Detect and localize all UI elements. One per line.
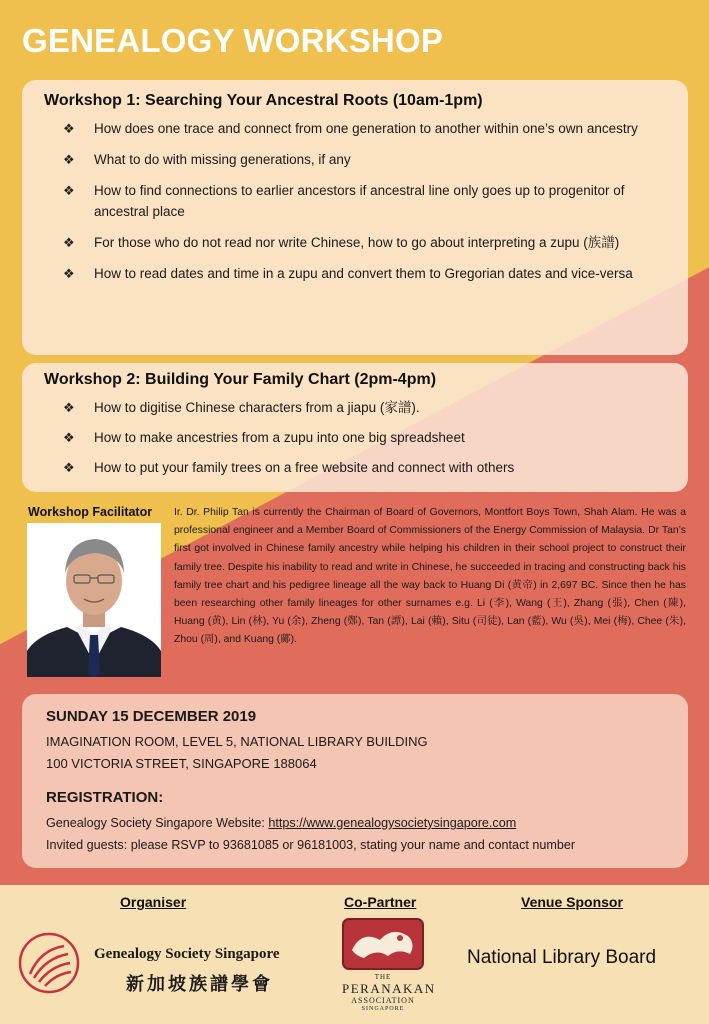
copartner-logo-country: SINGAPORE bbox=[361, 1006, 405, 1012]
event-details-panel bbox=[22, 694, 688, 868]
list-item: ❖ How does one trace and connect from one generation to another within one’s own ancestry bbox=[44, 118, 672, 139]
copartner-logo-assoc: ASSOCIATION bbox=[351, 996, 415, 1005]
list-item: ❖ For those who do not read nor write Chinese, how to go about interpreting a zupu (族譜) bbox=[44, 232, 672, 253]
page-title: GENEALOGY WORKSHOP bbox=[22, 22, 444, 59]
workshop-2-list bbox=[44, 397, 672, 478]
peranakan-association-logo-icon bbox=[342, 918, 424, 970]
facilitator-photo bbox=[27, 523, 161, 677]
list-item: ❖ What to do with missing generations, if any bbox=[44, 149, 672, 170]
list-item: ❖ How to read dates and time in a zupu and convert them to Gregorian dates and vice-versa bbox=[44, 263, 672, 284]
workshop-2-heading: Workshop 2: Building Your Family Chart (2pm-4pm) bbox=[44, 371, 437, 388]
list-item: ❖ How to digitise Chinese characters from a jiapu (家譜). bbox=[44, 397, 672, 418]
facilitator-portrait-icon bbox=[27, 523, 161, 677]
organiser-heading: Organiser bbox=[120, 894, 187, 910]
website-link[interactable]: https://www.genealogysocietysingapore.com bbox=[268, 816, 517, 830]
facilitator-label: Workshop Facilitator bbox=[28, 505, 153, 519]
list-item: ❖ How to put your family trees on a free website and connect with others bbox=[44, 457, 672, 478]
facilitator-bio: Ir. Dr. Philip Tan is currently the Chairman of Board of Governors, Montfort Boys Town, Shah Alam. He was a professional engineer and a Member Board of Commissioners of the Energy Commission of Malaysia. Dr Tan’s first got involved in Chinese family ancestry while helping his children in their school project to construct their family tree. Despite his inability to read and write in Chinese, he succeeded in tracing and constructing back his family tree chart and his pedigree lineage all the way back to Huang Di (黄帝) in 2,697 BC. Since then he has been researching other family lineages for other surnames e.g. Li (李), Wang (王), Zhang (張), Chen (陳), Huang (黄), Lin (林), Yu (余), Zheng (鄭), Tan (譚), Lai (賴), Situ (司徒), Lan (藍), Wu (吳), Mei (梅), Chee (朱), Zhou (周), and Kuang (鄺). bbox=[174, 507, 686, 646]
workshop-1-panel bbox=[22, 80, 688, 355]
four-diamond-bullet-icon: ❖ bbox=[63, 400, 75, 415]
four-diamond-bullet-icon: ❖ bbox=[63, 266, 75, 281]
genealogy-society-logo-icon bbox=[18, 932, 80, 994]
four-diamond-bullet-icon: ❖ bbox=[63, 121, 75, 136]
event-venue-line-2: 100 VICTORIA STREET, SINGAPORE 188064 bbox=[46, 756, 317, 771]
copartner-logo-the: THE bbox=[374, 973, 392, 981]
list-item: ❖ How to make ancestries from a zupu into one big spreadsheet bbox=[44, 427, 672, 448]
four-diamond-bullet-icon: ❖ bbox=[63, 183, 75, 198]
event-date: SUNDAY 15 DECEMBER 2019 bbox=[46, 708, 257, 725]
workshop-1-heading: Workshop 1: Searching Your Ancestral Roots (10am-1pm) bbox=[44, 92, 483, 109]
copartner-heading: Co-Partner bbox=[344, 894, 417, 910]
venue-sponsor-name: National Library Board bbox=[467, 947, 657, 968]
venue-sponsor-heading: Venue Sponsor bbox=[521, 894, 623, 910]
registration-website: Genealogy Society Singapore Website: https://www.genealogysocietysingapore.com bbox=[46, 816, 517, 830]
copartner-logo-name: PERANAKAN bbox=[342, 981, 436, 996]
organiser-name-cn: 新加坡族譜學會 bbox=[126, 974, 273, 995]
event-venue-line-1: IMAGINATION ROOM, LEVEL 5, NATIONAL LIBRARY BUILDING bbox=[46, 734, 428, 749]
four-diamond-bullet-icon: ❖ bbox=[63, 430, 75, 445]
registration-heading: REGISTRATION: bbox=[46, 789, 164, 806]
four-diamond-bullet-icon: ❖ bbox=[63, 235, 75, 250]
list-item: ❖ How to find connections to earlier ancestors if ancestral line only goes up to progenitor of ancestral place bbox=[44, 180, 672, 222]
registration-rsvp: Invited guests: please RSVP to 93681085 or 96181003, stating your name and contact number bbox=[46, 838, 576, 852]
workshop-2-panel bbox=[22, 363, 688, 492]
organiser-name-en: Genealogy Society Singapore bbox=[94, 946, 280, 962]
workshop-1-list bbox=[44, 118, 672, 284]
four-diamond-bullet-icon: ❖ bbox=[63, 460, 75, 475]
four-diamond-bullet-icon: ❖ bbox=[63, 152, 75, 167]
